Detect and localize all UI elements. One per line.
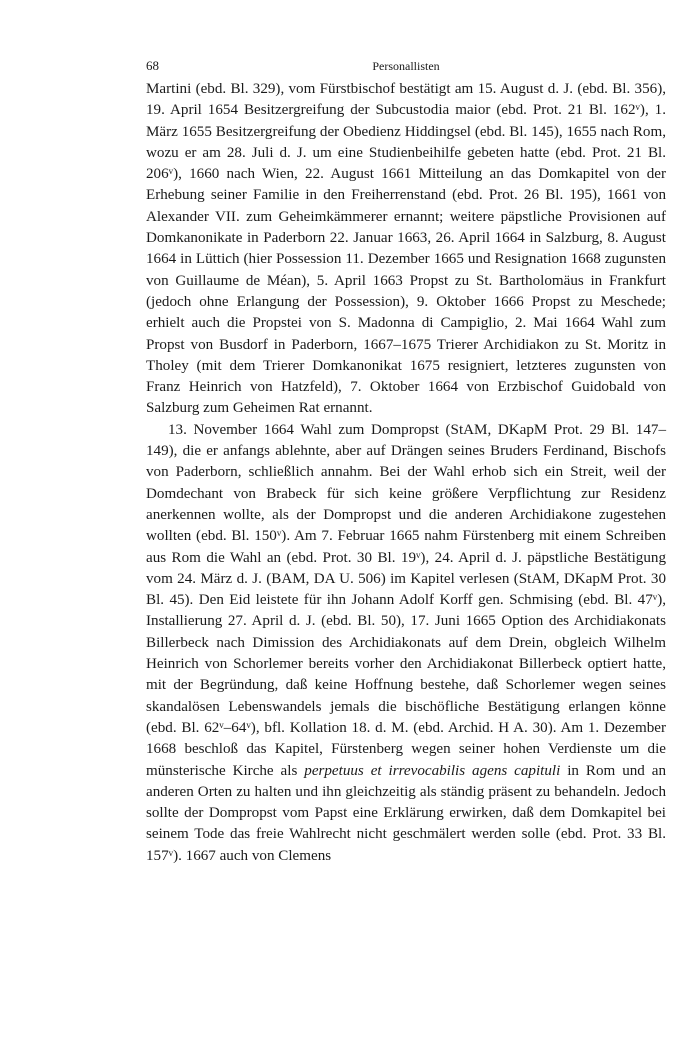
paragraph-1: Martini (ebd. Bl. 329), vom Fürstbischof bestätigt am 15. August d. J. (ebd. Bl. 356), 19. April 1654 Besitzergreifung der Subcustodia maior (ebd. Prot. 21 Bl. 162ᵛ), 1. März 1655 Besitzergreifung der Obedienz Hiddingsel (ebd. Bl. 145), 1655 nach Rom, wozu er am 28. Juli d. J. um eine Studienbeihilfe gebeten hatte (ebd. Prot. 21 Bl. 206ᵛ), 1660 nach Wien, 22. August 1661 Mitteilung an das Domkapitel von der Erhebung seiner Familie in den Freiherrenstand (ebd. Prot. 26 Bl. 195), 1661 von Alexander VII. zum Geheimkämmerer ernannt; weitere päpstliche Provisionen auf Domkanonikate in Paderborn 22. Januar 1663, 26. April 1664 in Salzburg, 8. August 1664 in Lüttich (hier Possession 11. Dezember 1665 und Resignation 1668 zugunsten von Guillaume de Méan), 5. April 1663 Propst zu St. Bartholomäus in Frankfurt (jedoch ohne Erlangung der Possession), 9. Oktober 1666 Propst zu Meschede; erhielt auch die Propstei von S. Madonna di Campiglio, 2. Mai 1664 Wahl zum Propst von Busdorf in Paderborn, 1667–1675 Trierer Archidiakon zu St. Moritz in Tholey (mit dem Trierer Domkanonikat 1675 resigniert, letzteres zugunsten von Franz Heinrich von Hatzfeld), 7. Oktober 1664 von Erzbischof Guidobald von Salzburg zum Geheimen Rat ernannt. [146,81,666,417]
paragraph-2 [146,420,666,867]
page-number: 68 [146,58,159,73]
body-text [146,79,666,867]
paragraph-2-text-a: 13. November 1664 Wahl zum Dompropst (StAM, DKapM Prot. 29 Bl. 147–149), die er anfangs ablehnte, aber auf Drängen seines Bruders Ferdinand, Bischofs von Paderborn, schließlich annahm. Bei der Wahl erhob sich ein Streit, weil der Domdechant von Brabeck für sich keine größere Verpflichtung zur Residenz anerkennen wollte, als der Dompropst und die anderen Archidiakone zugestehen wollten (ebd. Bl. 150ᵛ). Am 7. Februar 1665 nahm Fürstenberg mit einem Schreiben aus Rom die Wahl an (ebd. Prot. 30 Bl. 19ᵛ), 24. April d. J. päpstliche Bestätigung vom 24. März d. J. (BAM, DA U. 506) im Kapitel verlesen (StAM, DKapM Prot. 30 Bl. 45). Den Eid leistete für ihn Johann Adolf Korff gen. Schmising (ebd. Bl. 47ᵛ), Installierung 27. April d. J. (ebd. Bl. 50), 17. Juni 1665 Option des Archidiakonats Billerbeck nach Dimission des Archidiakonats auf dem Drein, obgleich Wilhelm Heinrich von Schorlemer bereits vorher den Archidiakonat Billerbeck optiert hatte, mit der Begründung, daß keine Hoffnung bestehe, daß Schorlemer wegen seines skandalösen Lebenswandels jemals die bischöfliche Bestätigung erlangen könne (ebd. Bl. 62ᵛ–64ᵛ), bfl. Kollation 18. d. M. (ebd. Archid. H A. 30). Am 1. Dezember 1668 beschloß das Kapitel, Fürstenberg wegen seiner hohen Verdienste um die münsterische Kirche als [146,421,666,779]
paragraph-2-text-b: in Rom und an anderen Orten zu halten und ihn gleichzeitig als ständig präsent zu behandeln. Jedoch sollte der Dompropst vom Papst eine Erklärung erwirken, daß dem Domkapitel bei seinem Tode das freie Wahlrecht nicht geschmälert werden solle (ebd. Prot. 33 Bl. 157ᵛ). 1667 auch von Clemens [146,762,667,864]
running-head [146,56,666,76]
running-title: Personallisten [372,59,440,73]
paragraph-2-latin-phrase: perpetuus et irrevocabilis agens capituli [304,762,561,779]
book-page [146,56,666,867]
